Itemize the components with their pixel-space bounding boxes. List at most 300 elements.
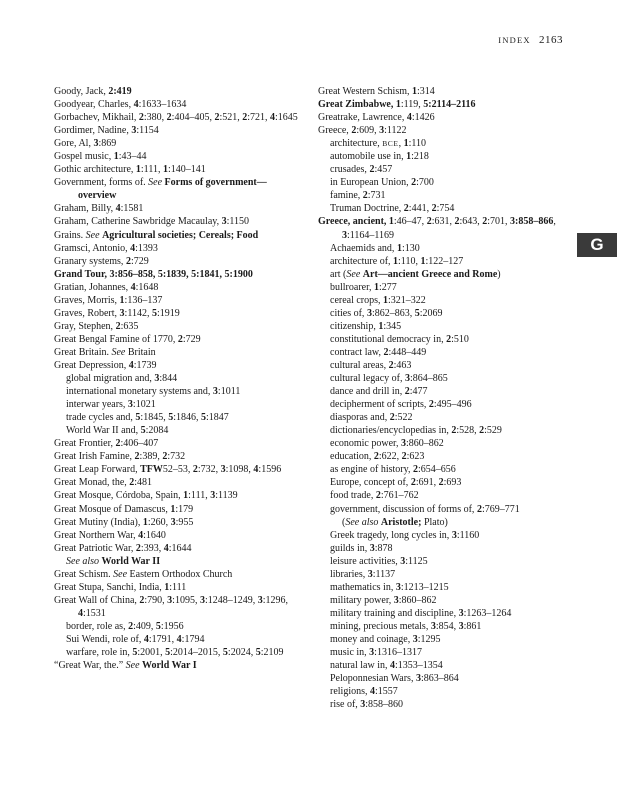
entry-text: :869: [98, 138, 117, 150]
entry-text: :43–44: [118, 151, 147, 163]
entry-text: 5: [255, 647, 261, 659]
index-subentry: [318, 555, 568, 568]
index-entry: [54, 111, 304, 124]
entry-text: 2: [383, 346, 389, 358]
entry-text: trade cycles and,: [66, 412, 136, 424]
entry-text: 4: [115, 203, 121, 215]
index-subentry: [54, 646, 304, 659]
entry-text: :1640: [143, 529, 166, 541]
index-subentry: [318, 620, 568, 633]
entry-text: cereal crops,: [330, 294, 384, 306]
entry-text: Great Bengal Famine of 1770,: [54, 333, 178, 345]
entry-text: mathematics in,: [330, 581, 396, 593]
index-subentry: [318, 463, 568, 476]
entry-text: :1263–1264: [463, 607, 512, 619]
entry-text: :643,: [459, 216, 483, 228]
entry-text: :136–137: [124, 294, 163, 306]
entry-text: :729: [130, 255, 149, 267]
index-subentry: [318, 202, 568, 215]
entry-text: :2014–2015,: [170, 647, 223, 659]
index-subentry: [318, 503, 568, 516]
entry-text: :111,: [188, 490, 211, 502]
index-subentry: [318, 411, 568, 424]
entry-text: :729: [182, 333, 201, 345]
entry-text: 1: [183, 490, 189, 502]
entry-text: :864–865: [409, 373, 448, 385]
entry-text: :1021: [132, 399, 156, 411]
entry-text: 2: [403, 203, 409, 215]
index-subentry: [318, 294, 568, 307]
index-column-left: [54, 85, 304, 672]
entry-text: :441,: [408, 203, 432, 215]
index-subentry: [318, 672, 568, 685]
entry-text: border, role as,: [66, 620, 129, 632]
entry-text: 2: [214, 112, 220, 124]
entry-text: 2: [177, 333, 183, 345]
entry-text: Graham, Catherine Sawbridge Macaulay,: [54, 216, 222, 228]
index-entry: [54, 85, 304, 98]
entry-text: :380,: [143, 112, 167, 124]
index-subentry: [318, 594, 568, 607]
entry-text: 3: [404, 373, 410, 385]
index-subentry: [318, 659, 568, 672]
entry-text: :260,: [147, 516, 171, 528]
entry-text: contract law,: [330, 346, 384, 358]
index-subentry: [318, 346, 568, 359]
entry-text: :1557: [375, 686, 398, 698]
index-subentry: [318, 529, 568, 542]
entry-text: :111,: [140, 164, 163, 176]
index-subentry: [54, 411, 304, 424]
index-entry: [54, 594, 304, 620]
entry-text: :1426: [411, 112, 435, 124]
entry-text: :700: [416, 177, 434, 189]
entry-text: 3: [119, 307, 125, 319]
entry-text: crusades,: [330, 164, 370, 176]
index-entry: [318, 111, 568, 124]
entry-text: Great Zimbabwe,: [318, 99, 396, 111]
entry-text: :1581: [120, 203, 144, 215]
entry-text: Britain: [125, 346, 156, 358]
index-entry: [54, 437, 304, 450]
index-entry: [54, 529, 304, 542]
entry-text: 4: [389, 660, 395, 672]
entry-text: 1: [142, 516, 148, 528]
entry-text: :1316–1317: [374, 647, 422, 659]
index-entry: [54, 320, 304, 333]
entry-text: 2: [362, 190, 368, 202]
entry-text: :1164–1169: [347, 229, 395, 241]
entry-text: as engine of history,: [330, 464, 413, 476]
entry-text: 2: [401, 451, 407, 463]
entry-text: :1645: [275, 112, 298, 124]
entry-text: 2: [404, 386, 410, 398]
entry-text: 3:858–866: [510, 216, 554, 228]
entry-text: (: [342, 516, 346, 528]
entry-text: 2: [431, 203, 437, 215]
entry-text: military power,: [330, 594, 394, 606]
index-subentry: [318, 163, 568, 176]
entry-text: :862–863,: [371, 307, 415, 319]
entry-text: 1: [395, 99, 401, 111]
entry-text: :389,: [139, 451, 163, 463]
entry-text: 1: [170, 503, 176, 515]
index-subentry: [54, 385, 304, 398]
entry-text: Truman Doctrine,: [330, 203, 404, 215]
index-entry: [54, 346, 304, 359]
entry-text: 5: [200, 412, 206, 424]
index-subentry: [318, 333, 568, 346]
index-entry: [54, 255, 304, 268]
entry-text: 3: [400, 438, 406, 450]
entry-text: :1919: [156, 307, 180, 319]
entry-text: 4: [128, 359, 134, 371]
index-subentry: [318, 542, 568, 555]
entry-text: constitutional democracy in,: [330, 333, 447, 345]
entry-text: :769–771: [481, 503, 520, 515]
index-entry: [318, 85, 568, 98]
entry-text: :691,: [415, 477, 439, 489]
entry-text: :522: [394, 412, 413, 424]
entry-text: 2: [482, 216, 488, 228]
page-number: 2163: [539, 34, 563, 46]
entry-text: :457: [374, 164, 393, 176]
entry-text: 2: [454, 216, 460, 228]
entry-text: 2: [451, 425, 457, 437]
entry-text: 1: [396, 242, 402, 254]
index-entry: [54, 124, 304, 137]
entry-text: Great Mutiny (India),: [54, 516, 143, 528]
entry-text: :1139: [215, 490, 238, 502]
entry-text: 3: [412, 633, 418, 645]
entry-text: guilds in,: [330, 542, 370, 554]
entry-text: :393,: [140, 542, 164, 554]
entry-text: Plato): [421, 516, 448, 528]
entry-text: :2001,: [137, 647, 166, 659]
entry-text: :622,: [378, 451, 402, 463]
entry-text: Graham, Billy,: [54, 203, 116, 215]
index-subentry: [318, 424, 568, 437]
entry-text: 3: [131, 125, 137, 137]
entry-text: 5: [132, 647, 138, 659]
index-subentry: [318, 268, 568, 281]
entry-text: Greece, ancient,: [318, 216, 389, 228]
index-subentry: [318, 516, 568, 529]
entry-text: :1296,: [262, 594, 289, 606]
entry-text: 3: [400, 555, 406, 567]
index-entry: [54, 333, 304, 346]
entry-text: 2: [128, 620, 134, 632]
entry-text: 2: [428, 399, 434, 411]
entry-text: 2: [192, 464, 198, 476]
entry-text: 4: [406, 112, 412, 124]
entry-text: :110,: [398, 255, 421, 267]
entry-text: :1122: [384, 125, 407, 137]
entry-text: :477: [409, 386, 428, 398]
entry-text: World War II and,: [66, 425, 141, 437]
entry-text: :179: [175, 503, 194, 515]
entry-text: Great Irish Famine,: [54, 451, 135, 463]
entry-text: :623: [406, 451, 425, 463]
entry-text: music in,: [330, 647, 370, 659]
entry-text: Greece,: [318, 125, 352, 137]
entry-text: 3: [170, 516, 176, 528]
entry-text: BCE: [382, 139, 399, 149]
entry-text: 2: [139, 594, 145, 606]
index-subentry: [318, 476, 568, 489]
index-subentry: [318, 176, 568, 189]
entry-text: :761–762: [380, 490, 419, 502]
entry-text: Great Mosque, Córdoba, Spain,: [54, 490, 184, 502]
index-entry: [54, 659, 304, 672]
entry-text: See: [148, 177, 163, 189]
entry-text: Goody, Jack,: [54, 86, 109, 97]
index-entry: [54, 489, 304, 502]
entry-text: :1142,: [124, 307, 152, 319]
entry-text: Gorbachev, Mikhail,: [54, 112, 139, 124]
index-entry: [54, 516, 304, 529]
entry-text: libraries,: [330, 568, 368, 580]
entry-text: cultural areas,: [330, 359, 389, 371]
entry-text: :732: [167, 451, 186, 463]
entry-text: :119,: [400, 99, 424, 111]
entry-text: :635: [120, 320, 139, 332]
entry-text: economic power,: [330, 438, 401, 450]
entry-text: 2: [438, 477, 444, 489]
entry-text: money and coinage,: [330, 633, 413, 645]
entry-text: warfare, role in,: [66, 647, 133, 659]
entry-text: See: [111, 346, 126, 358]
entry-text: 5: [423, 99, 429, 111]
entry-text: :277: [379, 281, 397, 293]
entry-text: Agricultural societies; Cereals; Food: [102, 229, 259, 241]
entry-text: :406–407: [120, 438, 159, 450]
entry-text: :1956: [160, 620, 184, 632]
entry-text: Europe, concept of,: [330, 477, 411, 489]
index-subentry: [318, 242, 568, 255]
entry-text: TFW: [140, 464, 163, 476]
entry-text: 2: [375, 490, 381, 502]
entry-text: 3: [458, 620, 464, 632]
entry-text: :1648: [135, 281, 159, 293]
entry-text: :609,: [356, 125, 380, 137]
entry-text: Great Schism.: [54, 568, 114, 580]
entry-text: Forms of government—overview: [78, 177, 267, 202]
index-entry: [318, 215, 568, 241]
entry-text: :2024,: [227, 647, 256, 659]
entry-text: :140–141: [167, 164, 206, 176]
entry-text: in European Union,: [330, 177, 412, 189]
entry-text: See: [85, 229, 100, 241]
entry-text: World War II: [101, 555, 161, 567]
index-subentry: [318, 372, 568, 385]
entry-text: 2: [388, 359, 394, 371]
entry-text: :955: [175, 516, 194, 528]
index-subentry: [318, 398, 568, 411]
entry-text: 2: [411, 177, 417, 189]
entry-text: dance and drill in,: [330, 386, 405, 398]
entry-text: international monetary systems and,: [66, 386, 213, 398]
entry-text: :844: [159, 373, 178, 385]
index-entry: [54, 176, 304, 202]
entry-text: See: [346, 268, 361, 280]
entry-text: 1: [135, 164, 141, 176]
index-entry: [54, 359, 304, 372]
entry-text: :521,: [219, 112, 243, 124]
entry-text: 4: [138, 529, 144, 541]
entry-text: 3: [367, 568, 373, 580]
entry-text: 4: [130, 242, 136, 254]
index-subentry: [318, 581, 568, 594]
entry-text: World War I: [142, 660, 197, 672]
entry-text: :1531: [83, 607, 106, 619]
entry-text: :731: [367, 190, 386, 202]
entry-text: global migration and,: [66, 373, 155, 385]
entry-text: 2: [410, 477, 416, 489]
entry-text: Great Stupa, Sanchi, India,: [54, 581, 165, 593]
index-entry: [54, 568, 304, 581]
index-subentry: [318, 450, 568, 463]
entry-text: 3: [221, 216, 227, 228]
running-head-label: INDEX: [498, 35, 531, 45]
entry-text: 2: [446, 333, 452, 345]
entry-text: :701,: [487, 216, 511, 228]
entry-text: 4: [143, 633, 149, 645]
entry-text: 1: [412, 86, 417, 97]
entry-text: 3: [369, 647, 375, 659]
entry-text: :858–860: [365, 699, 404, 711]
entry-text: Grains.: [54, 229, 86, 241]
entry-text: 3: [366, 307, 372, 319]
index-subentry: [318, 489, 568, 502]
index-entry: [54, 476, 304, 489]
entry-text: 4: [163, 542, 169, 554]
entry-text: See: [113, 568, 128, 580]
entry-text: :1295: [417, 633, 441, 645]
entry-text: :345: [383, 320, 402, 332]
entry-text: 2: [369, 164, 375, 176]
entry-text: Gray, Stephen,: [54, 320, 116, 332]
index-entry: [54, 581, 304, 594]
entry-text: :878: [374, 542, 393, 554]
entry-text: :46–47,: [393, 216, 427, 228]
entry-text: 2: [166, 112, 172, 124]
entry-text: 1: [113, 151, 119, 163]
entry-text: :1095,: [172, 594, 200, 606]
entry-text: 3: [395, 581, 401, 593]
entry-text: Granary systems,: [54, 255, 126, 267]
entry-text: :1393: [135, 242, 158, 254]
index-entry: [54, 307, 304, 320]
entry-text: :409,: [133, 620, 156, 632]
entry-text: :110: [408, 138, 426, 150]
entry-text: :419: [113, 86, 132, 97]
entry-text: 1: [393, 255, 399, 267]
entry-text: :481: [134, 477, 153, 489]
entry-text: 3: [415, 673, 421, 685]
entry-text: rise of,: [330, 699, 361, 711]
entry-text: 4: [133, 99, 139, 111]
index-entry: [54, 281, 304, 294]
entry-text: Achaemids and,: [330, 242, 397, 254]
index-entry: [54, 268, 304, 281]
index-subentry: [54, 398, 304, 411]
index-subentry: [54, 372, 304, 385]
entry-text: 1: [374, 281, 380, 293]
entry-text: :2084: [145, 425, 169, 437]
entry-text: :1791,: [148, 633, 177, 645]
entry-text: religions,: [330, 686, 370, 698]
entry-text: 3: [451, 529, 457, 541]
entry-text: :693: [443, 477, 462, 489]
entry-text: :732,: [197, 464, 221, 476]
entry-text: 3: [93, 138, 99, 150]
entry-text: mining, precious metals,: [330, 620, 431, 632]
entry-text: 5: [151, 307, 157, 319]
index-entry: [54, 229, 304, 242]
entry-text: 2: [138, 112, 144, 124]
entry-text: 2: [351, 125, 357, 137]
entry-text: :404–405,: [171, 112, 215, 124]
entry-text: :1596: [258, 464, 282, 476]
entry-text: Gramsci, Antonio,: [54, 242, 131, 254]
index-entry: [54, 503, 304, 516]
index-subentry: [54, 424, 304, 437]
index-subentry: [318, 568, 568, 581]
entry-text: Great Western Schism,: [318, 86, 412, 97]
entry-text: :463: [393, 359, 412, 371]
index-subentry: [318, 255, 568, 268]
entry-text: 3: [257, 594, 263, 606]
entry-text: 5: [155, 620, 161, 632]
entry-text: 2: [129, 477, 135, 489]
entry-text: 4: [370, 686, 375, 698]
entry-text: 2: [373, 451, 379, 463]
entry-text: 2: [115, 320, 121, 332]
entry-text: :111: [169, 581, 187, 593]
entry-text: 2: [108, 86, 114, 97]
entry-text: :1847: [205, 412, 229, 424]
entry-text: 3: [458, 607, 464, 619]
entry-text: 4: [270, 112, 276, 124]
index-subentry: [318, 646, 568, 659]
entry-text: architecture of,: [330, 255, 394, 267]
entry-text: 3: [393, 594, 399, 606]
index-subentry: [318, 437, 568, 450]
entry-text: 2: [125, 255, 131, 267]
entry-text: Gratian, Johannes,: [54, 281, 131, 293]
entry-text: Great Frontier,: [54, 438, 116, 450]
index-subentry: [318, 307, 568, 320]
entry-text: 4: [253, 464, 259, 476]
entry-text: Great Patriotic War,: [54, 542, 136, 554]
entry-text: Great Monad, the,: [54, 477, 130, 489]
entry-text: 1: [388, 216, 394, 228]
entry-text: famine,: [330, 190, 363, 202]
entry-text: :1633–1634: [138, 99, 187, 111]
entry-text: natural law in,: [330, 660, 390, 672]
entry-text: :1125: [405, 555, 428, 567]
entry-text: :790,: [144, 594, 168, 606]
entry-text: Great Depression,: [54, 359, 129, 371]
entry-text: :631,: [431, 216, 455, 228]
entry-text: 1: [420, 255, 426, 267]
index-entry: [54, 98, 304, 111]
entry-text: interwar years,: [66, 399, 128, 411]
index-subentry: [54, 555, 304, 568]
entry-text: 2: [389, 412, 395, 424]
entry-text: military training and discipline,: [330, 607, 459, 619]
